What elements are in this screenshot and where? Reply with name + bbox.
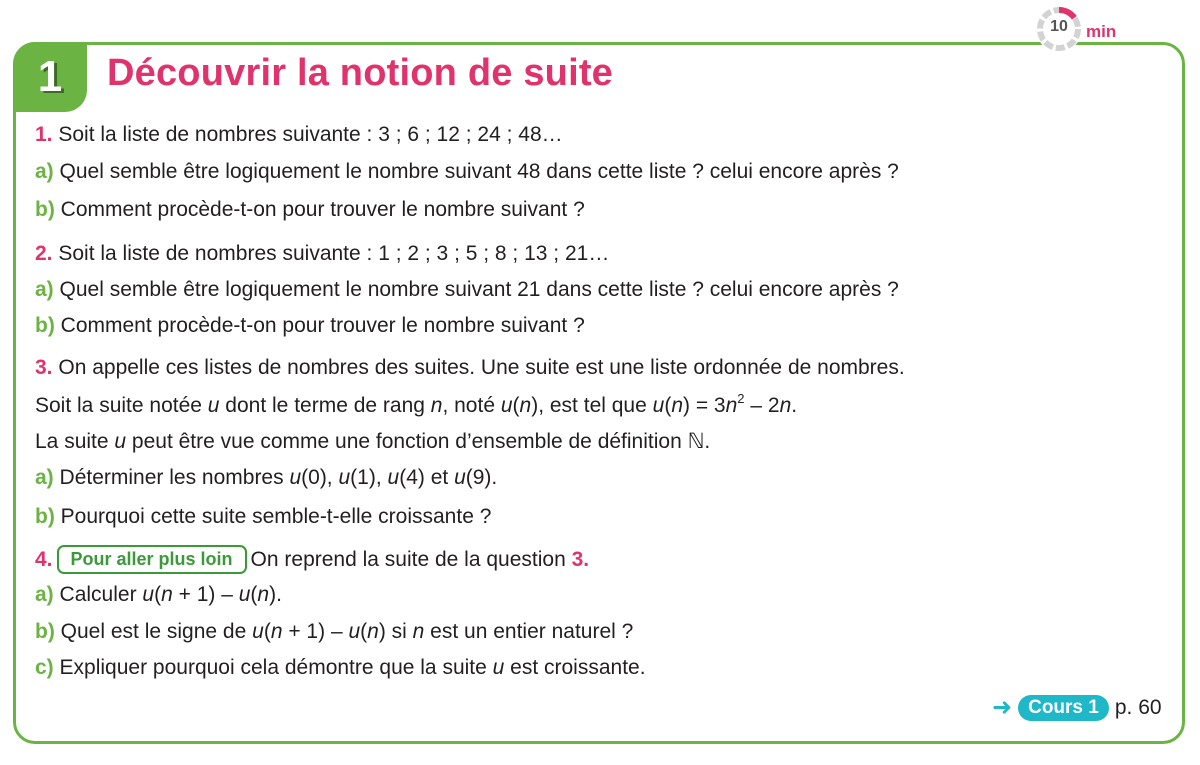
q1b-line: [35, 198, 585, 222]
q3-def-text: dont le terme de rang: [219, 394, 431, 417]
q2-line: [35, 242, 609, 266]
q3a-var: u: [387, 466, 400, 489]
q3a-text: Déterminer les nombres: [59, 466, 290, 489]
q3-def-var: n: [725, 394, 738, 417]
q3-def-var: u: [652, 394, 665, 417]
q3a-text: (0),: [301, 466, 339, 489]
q3b-label: b): [35, 505, 55, 528]
exercise-number-tab: [13, 42, 87, 112]
q4-text: On reprend la suite de la question: [250, 548, 572, 571]
q4a-text: (: [250, 583, 258, 606]
q1a-line: [35, 160, 899, 184]
q3-def-var: u: [500, 394, 513, 417]
q3-def-var: u: [207, 394, 220, 417]
q3-domain-text: peut être vue comme une fonction d’ensemble de définition ℕ.: [126, 430, 711, 453]
q3-line: [35, 356, 905, 380]
q3-def-text: .: [791, 394, 798, 417]
q3-number: 3.: [35, 356, 53, 379]
q4b-text: ) si: [378, 620, 413, 643]
q4a-var: u: [238, 583, 251, 606]
q4c-line: [35, 656, 646, 680]
q1b-label: b): [35, 198, 55, 221]
q3-def-text: , noté: [442, 394, 501, 417]
cours-link[interactable]: Cours 1: [1018, 695, 1109, 721]
page-reference: p. 60: [1114, 696, 1162, 719]
q3a-text: (1),: [350, 466, 388, 489]
q4b-text: (: [360, 620, 368, 643]
q3a-var: u: [338, 466, 351, 489]
q4b-text: Quel est le signe de: [60, 620, 253, 643]
q3-def-text: (: [512, 394, 520, 417]
q1a-label: a): [35, 160, 54, 183]
q4-ref: 3.: [571, 548, 590, 571]
q4b-text: est un entier naturel ?: [424, 620, 634, 643]
q2a-line: [35, 278, 899, 302]
q3-def-text: ) = 3: [683, 394, 726, 417]
q3b-line: [35, 505, 491, 529]
q4c-var: u: [492, 656, 505, 679]
q4a-var: n: [161, 583, 173, 606]
q1a-text: Quel semble être logiquement le nombre suivant 48 dans cette liste ? celui encore après ?: [59, 160, 899, 183]
q4b-var: u: [252, 620, 264, 643]
q4a-text: Calculer: [59, 583, 143, 606]
q2-text: Soit la liste de nombres suivante : 1 ; 2 ; 3 ; 5 ; 8 ; 13 ; 21…: [58, 242, 610, 265]
q3b-text: Pourquoi cette suite semble-t-elle croissante ?: [60, 505, 492, 528]
q3-def-exponent: 2: [737, 391, 745, 406]
q3-def-text: (: [664, 394, 672, 417]
q4c-text: Expliquer pourquoi cela démontre que la suite: [59, 656, 493, 679]
timer-value: 10: [1050, 18, 1068, 35]
q4b-var: n: [367, 620, 379, 643]
q4b-text: (: [263, 620, 271, 643]
q3-text: On appelle ces listes de nombres des suites. Une suite est une liste ordonnée de nombres.: [58, 356, 905, 379]
q2a-text: Quel semble être logiquement le nombre suivant 21 dans cette liste ? celui encore après ?: [59, 278, 899, 301]
q3-domain-line: [35, 430, 710, 454]
q4c-text: est croissante.: [504, 656, 646, 679]
q2b-text: Comment procède-t-on pour trouver le nombre suivant ?: [60, 314, 585, 337]
q4a-line: [35, 583, 282, 607]
q4a-text: + 1) –: [172, 583, 239, 606]
q4b-var: u: [348, 620, 361, 643]
q4b-label: b): [35, 620, 55, 643]
exercise-title: Découvrir la notion de suite: [107, 52, 614, 94]
q3-def-text: Soit la suite notée: [35, 394, 208, 417]
advanced-badge: Pour aller plus loin: [57, 545, 247, 574]
q3a-var: u: [289, 466, 302, 489]
q1-line: [35, 123, 563, 147]
q3-def-var: n: [430, 394, 443, 417]
q4a-var: u: [142, 583, 155, 606]
q3a-var: u: [454, 466, 466, 489]
q2-number: 2.: [35, 242, 53, 265]
q3a-text: (4) et: [399, 466, 455, 489]
q2a-label: a): [35, 278, 54, 301]
q3-def-var: n: [671, 394, 683, 417]
q4b-var: n: [270, 620, 283, 643]
q4c-label: c): [35, 656, 54, 679]
q4-line: [35, 545, 589, 574]
timer-icon: [1036, 6, 1082, 52]
timer-unit: min: [1086, 22, 1117, 41]
q3-def-text: ), est tel que: [531, 394, 653, 417]
exercise-number: 1: [37, 52, 63, 101]
q2b-label: b): [35, 314, 55, 337]
q1b-text: Comment procède-t-on pour trouver le nombre suivant ?: [60, 198, 585, 221]
q3a-text: (9).: [465, 466, 498, 489]
q2b-line: [35, 314, 585, 338]
q4a-var: n: [257, 583, 270, 606]
q4a-label: a): [35, 583, 54, 606]
q3-domain-var: u: [114, 430, 127, 453]
course-reference[interactable]: [992, 694, 1162, 722]
q1-number: 1.: [35, 123, 53, 146]
arrow-right-icon: ➜: [992, 694, 1013, 721]
q4a-text: ).: [269, 583, 282, 606]
q3-definition-line: [35, 391, 798, 418]
q1-text: Soit la liste de nombres suivante : 3 ; 6 ; 12 ; 24 ; 48…: [58, 123, 563, 146]
q4a-text: (: [154, 583, 162, 606]
q4-number: 4.: [35, 548, 53, 571]
q3-def-var: n: [779, 394, 792, 417]
q4b-text: + 1) –: [282, 620, 349, 643]
q3-domain-text: La suite: [35, 430, 115, 453]
q3-def-var: n: [519, 394, 532, 417]
q4b-var: n: [412, 620, 425, 643]
q3a-line: [35, 466, 497, 490]
q4b-line: [35, 620, 633, 644]
q3-def-text: – 2: [744, 394, 780, 417]
q3a-label: a): [35, 466, 54, 489]
